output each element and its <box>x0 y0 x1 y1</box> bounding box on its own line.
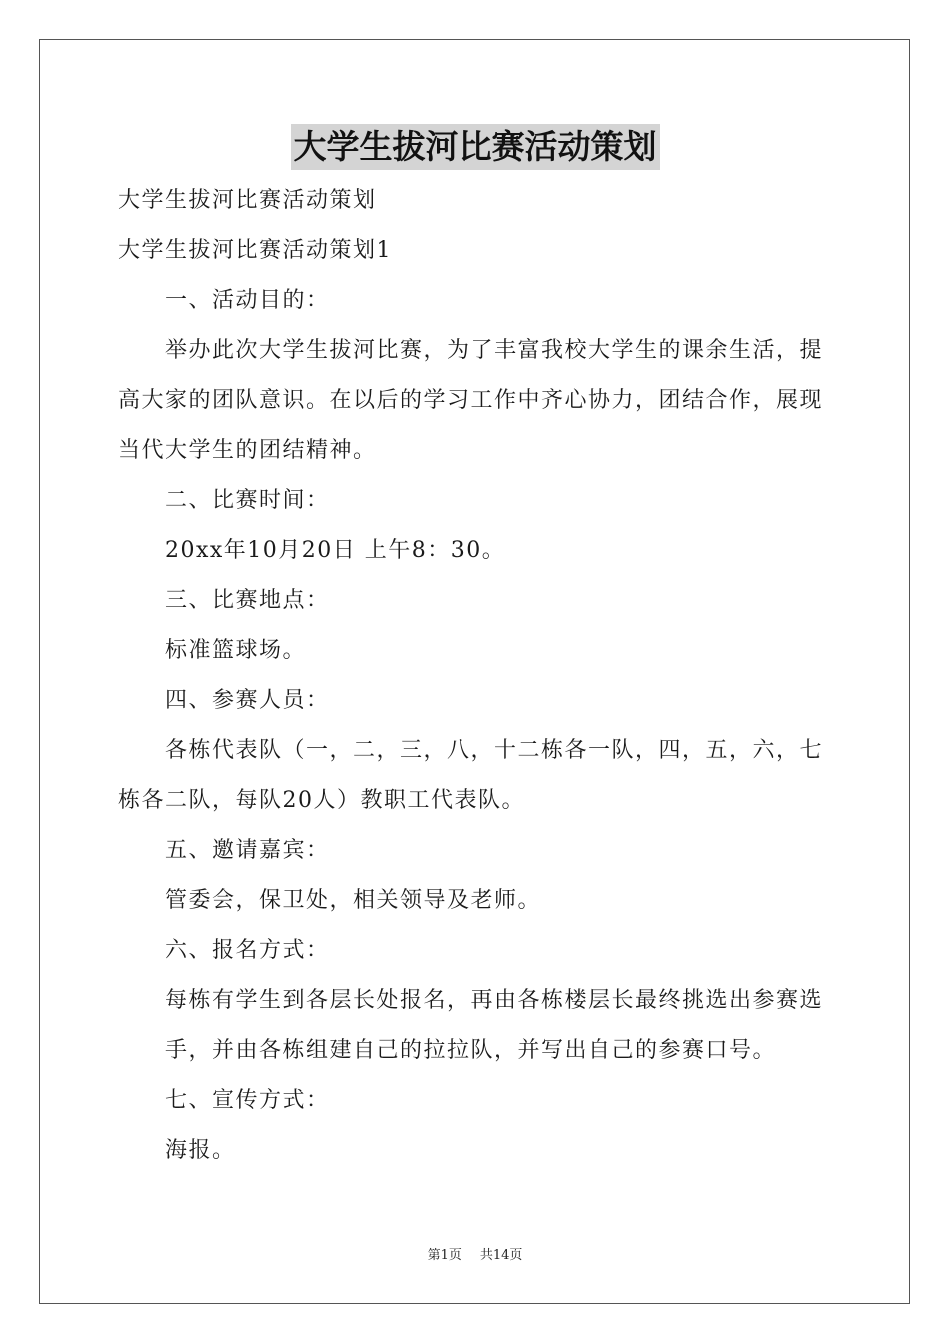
document-body <box>118 176 834 1176</box>
document-line: 栋各二队，每队20人）教职工代表队。 <box>118 788 525 813</box>
document-line: 七、宣传方式： <box>165 1088 330 1113</box>
document-line: 每栋有学生到各层长处报名，再由各栋楼层长最终挑选出参赛选 <box>165 988 824 1013</box>
document-line: 举办此次大学生拔河比赛，为了丰富我校大学生的课余生活，提 <box>165 338 824 363</box>
page-total: 共14页 <box>479 1248 523 1263</box>
document-line: 六、报名方式： <box>165 938 330 963</box>
document-line: 标准篮球场。 <box>165 638 307 663</box>
document-line: 五、邀请嘉宾： <box>165 838 330 863</box>
document-title <box>0 122 950 172</box>
page-footer <box>0 1246 950 1266</box>
document-line: 二、比赛时间： <box>165 488 330 513</box>
document-title-text: 大学生拔河比赛活动策划 <box>291 124 660 170</box>
document-line: 海报。 <box>165 1138 236 1163</box>
document-line: 大学生拔河比赛活动策划1 <box>118 238 392 263</box>
document-line: 三、比赛地点： <box>165 588 330 613</box>
document-line: 四、参赛人员： <box>165 688 330 713</box>
document-line: 当代大学生的团结精神。 <box>118 438 377 463</box>
document-line: 各栋代表队（一，二，三，八，十二栋各一队，四，五，六，七 <box>165 738 824 763</box>
document-line: 大学生拔河比赛活动策划 <box>118 188 377 213</box>
document-line: 一、活动目的： <box>165 288 330 313</box>
document-line: 20xx年10月20日 上午8：30。 <box>165 538 506 563</box>
document-line: 管委会，保卫处，相关领导及老师。 <box>165 888 542 913</box>
document-line: 手，并由各栋组建自己的拉拉队，并写出自己的参赛口号。 <box>165 1038 777 1063</box>
document-line: 高大家的团队意识。在以后的学习工作中齐心协力，团结合作，展现 <box>118 388 824 413</box>
page-number: 第1页 <box>427 1248 462 1263</box>
